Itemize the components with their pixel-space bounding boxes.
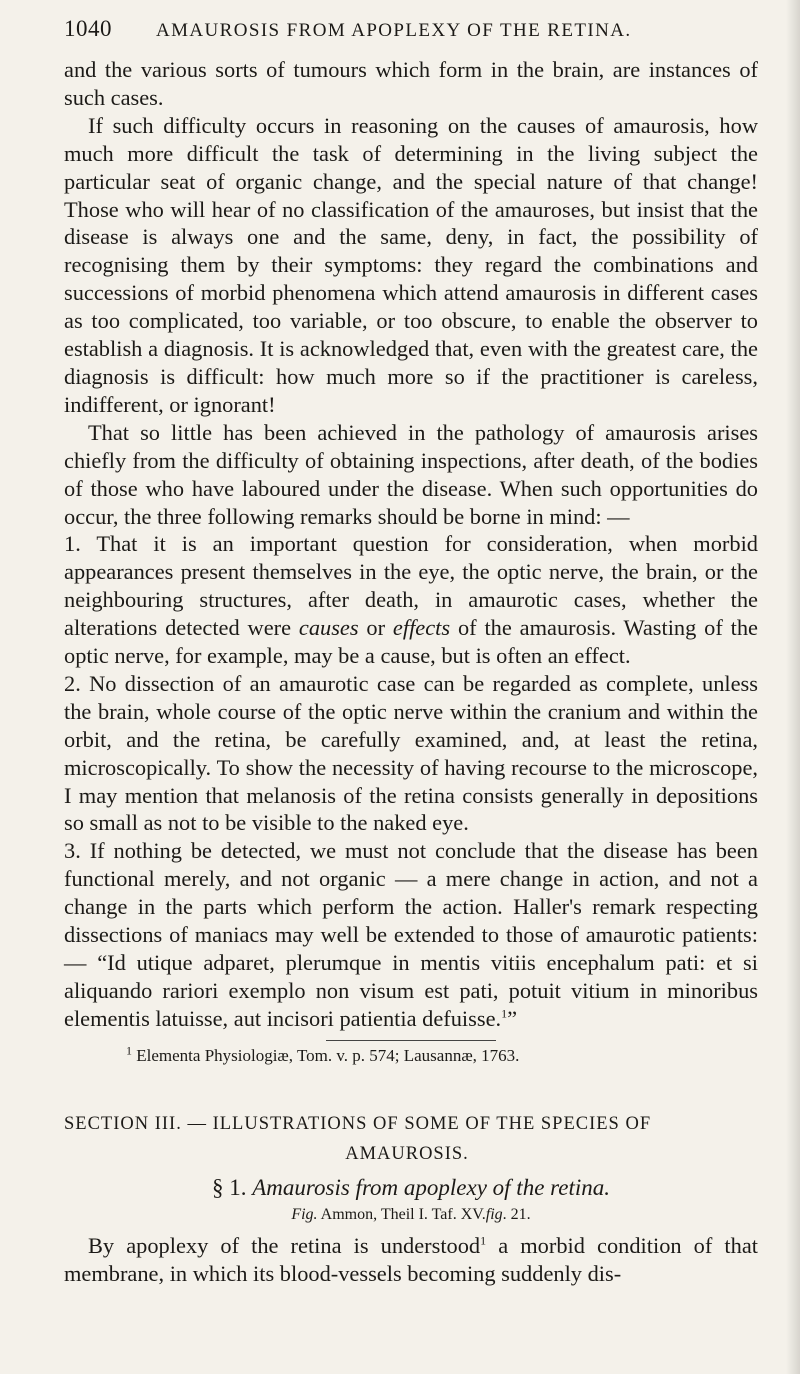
page-edge-shadow — [786, 0, 800, 1374]
paragraph-pathology: That so little has been achieved in the pathology of amaurosis arises chiefly from the difficulty of obtaining inspections, after death, of the bodies of those who have laboured under the disease. When such opportunities do occur, the three following remarks should be borne in mind: — — [64, 419, 758, 529]
section-heading — [64, 1109, 758, 1169]
apoplexy-footnote-marker: 1 — [480, 1233, 487, 1248]
section-heading-line-2: AMAUROSIS. — [345, 1143, 469, 1164]
figure-reference — [64, 1206, 758, 1224]
subsection-prefix: § 1. — [212, 1174, 253, 1200]
remark-1 — [64, 530, 758, 670]
subsection-title: Amaurosis from apoplexy of the retina. — [252, 1174, 610, 1200]
footnote-marker: 1 — [501, 1006, 508, 1021]
remark-1-text-a: 1. That it is an important question for consideration, when morbid appearances present themselves in the eye, the optic nerve, the brain, or the neighbouring structures, after death, in amaurotic cases, whether the alterations detected were — [64, 531, 758, 641]
remark-1-causes: causes — [298, 615, 359, 641]
footnote-number: 1 — [126, 1043, 132, 1058]
remark-1-effects: effects — [392, 615, 451, 641]
footnote-text: Elementa Physiologiæ, Tom. v. p. 574; Lausannæ, 1763. — [132, 1045, 520, 1065]
body-text — [64, 56, 758, 1033]
remark-1-or: or — [358, 615, 393, 641]
figure-label: Fig. — [291, 1205, 318, 1223]
footnote — [64, 1045, 758, 1067]
paragraph-continued: and the various sorts of tumours which form in the brain, are instances of such cases. — [64, 57, 758, 110]
remark-3-close-quote: ” — [507, 1005, 518, 1031]
figure-source: Ammon, Theil I. Taf. XV. — [317, 1205, 486, 1223]
paragraph-apoplexy — [64, 1232, 758, 1288]
section-heading-line-1: SECTION III. — ILLUSTRATIONS OF SOME OF THE SPECIES OF — [64, 1113, 652, 1134]
apoplexy-text-b: a morbid condition of that membrane, in which its blood-vessels becoming suddenly dis- — [64, 1232, 758, 1286]
running-head — [64, 16, 758, 42]
figure-fig: fig — [485, 1205, 503, 1223]
apoplexy-text-a: By apoplexy of the retina is understood — [88, 1232, 481, 1258]
figure-number: . 21. — [502, 1205, 531, 1223]
remark-3 — [64, 837, 758, 1032]
subsection-heading — [64, 1175, 758, 1201]
closing-text — [64, 1232, 758, 1288]
paragraph-difficulty: If such difficulty occurs in reasoning on the causes of amaurosis, how much more difficult the task of determining in the living subject the particular seat of organic change, and the special nature of that change! Those who will hear of no classification of the amauroses, but insist that the disease is always one and the same, deny, in fact, the possibility of recognising them by their symptoms: they regard the combinations and successions of morbid phenomena which attend amaurosis in different cases as too complicated, too variable, or too obscure, to enable the observer to establish a diagnosis. It is acknowledged that, even with the greatest care, the diagnosis is difficult: how much more so if the practitioner is careless, indifferent, or ignorant! — [64, 112, 758, 417]
remark-3-text: 3. If nothing be detected, we must not conclude that the disease has been functional merely, and not organic — a mere change in action, and not a change in the parts which perform the action. Haller's remark respecting dissections of maniacs may well be extended to those of amaurotic patients: — “Id utique adparet, plerumque in mentis vitiis encephalum pati: et si aliquando rariori exemplo non visum est pati, potuit vitium in minoribus elementis latuisse, aut incisori patientia defuisse. — [64, 838, 758, 1031]
running-title: AMAUROSIS FROM APOPLEXY OF THE RETINA. — [156, 20, 632, 41]
page-number: 1040 — [64, 16, 112, 41]
remark-1-text-b: of the amaurosis. Wasting of the optic nerve, for example, may be a cause, but is often an effect. — [64, 615, 758, 669]
remark-2: 2. No dissection of an amaurotic case can be regarded as complete, unless the brain, whole course of the optic nerve within the cranium and within the orbit, and the retina, be carefully examined, and, at least the retina, microscopically. To show the necessity of having recourse to the microscope, I may mention that melanosis of the retina consists generally in depositions so small as not to be visible to the naked eye. — [64, 670, 758, 836]
footnote-divider — [326, 1040, 496, 1041]
